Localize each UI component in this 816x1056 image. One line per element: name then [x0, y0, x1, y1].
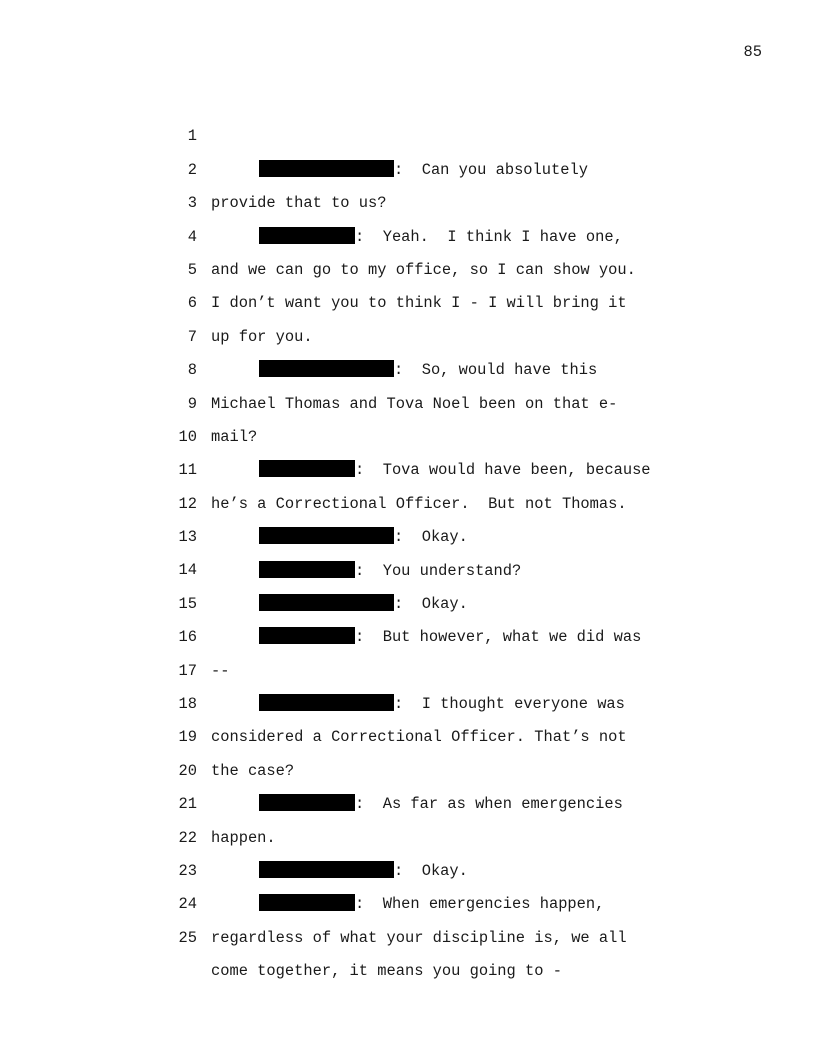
line-text: regardless of what your discipline is, we all [211, 928, 627, 947]
line-number: 10 [178, 427, 197, 446]
line-number: 14 [178, 561, 197, 580]
line-text: : Can you absolutely [394, 160, 588, 179]
transcript-line [0, 87, 816, 179]
line-text: : But however, what we did was [355, 628, 642, 647]
line-number: 12 [178, 494, 197, 513]
line-number: 21 [178, 795, 197, 814]
line-text: provide that to us? [211, 194, 387, 213]
line-number: 13 [178, 528, 197, 547]
line-text: I don’t want you to think I - I will bring it [211, 294, 627, 313]
line-text: : Yeah. I think I have one, [355, 227, 623, 246]
line-number: 18 [178, 695, 197, 714]
line-number: 25 [178, 928, 197, 947]
line-text: considered a Correctional Officer. That’s not [211, 728, 627, 747]
line-number: 23 [178, 862, 197, 880]
line-number: 4 [187, 227, 197, 246]
line-number: 15 [178, 594, 197, 613]
line-text: : As far as when emergencies [355, 795, 623, 814]
line-text: -- [211, 661, 230, 680]
line-number: 24 [178, 895, 197, 914]
line-number: 1 [187, 127, 197, 146]
line-text: : Tova would have been, because [355, 461, 651, 480]
line-text: : You understand? [355, 561, 522, 580]
line-number: 6 [187, 294, 197, 313]
line-text: happen. [211, 828, 276, 847]
line-number: 16 [178, 628, 197, 647]
line-number: 7 [187, 327, 197, 346]
line-text: : When emergencies happen, [355, 895, 605, 914]
line-text: mail? [211, 427, 258, 446]
line-text: he’s a Correctional Officer. But not Thomas. [211, 494, 627, 513]
line-number: 8 [187, 361, 197, 380]
page-number: 85 [743, 43, 762, 61]
transcript-body [0, 87, 816, 981]
line-number: 22 [178, 828, 197, 847]
line-number: 17 [178, 661, 197, 680]
line-number: 3 [187, 194, 197, 213]
line-number: 9 [187, 394, 197, 413]
line-number: 19 [178, 728, 197, 747]
line-text: up for you. [211, 327, 313, 346]
line-number: 2 [187, 160, 197, 179]
line-number: 20 [178, 761, 197, 780]
line-text: come together, it means you going to - [211, 962, 562, 981]
line-number: 11 [178, 461, 197, 480]
line-text: and we can go to my office, so I can show you. [211, 260, 636, 279]
line-text: Michael Thomas and Tova Noel been on that e- [211, 394, 618, 413]
line-text: : Okay. [394, 862, 468, 881]
line-text: : I thought everyone was [394, 695, 625, 714]
line-text: : So, would have this [394, 361, 598, 380]
line-number: 5 [187, 260, 197, 279]
line-text: the case? [211, 761, 295, 780]
line-text: : Okay. [394, 594, 468, 613]
line-text: : Okay. [394, 528, 468, 547]
